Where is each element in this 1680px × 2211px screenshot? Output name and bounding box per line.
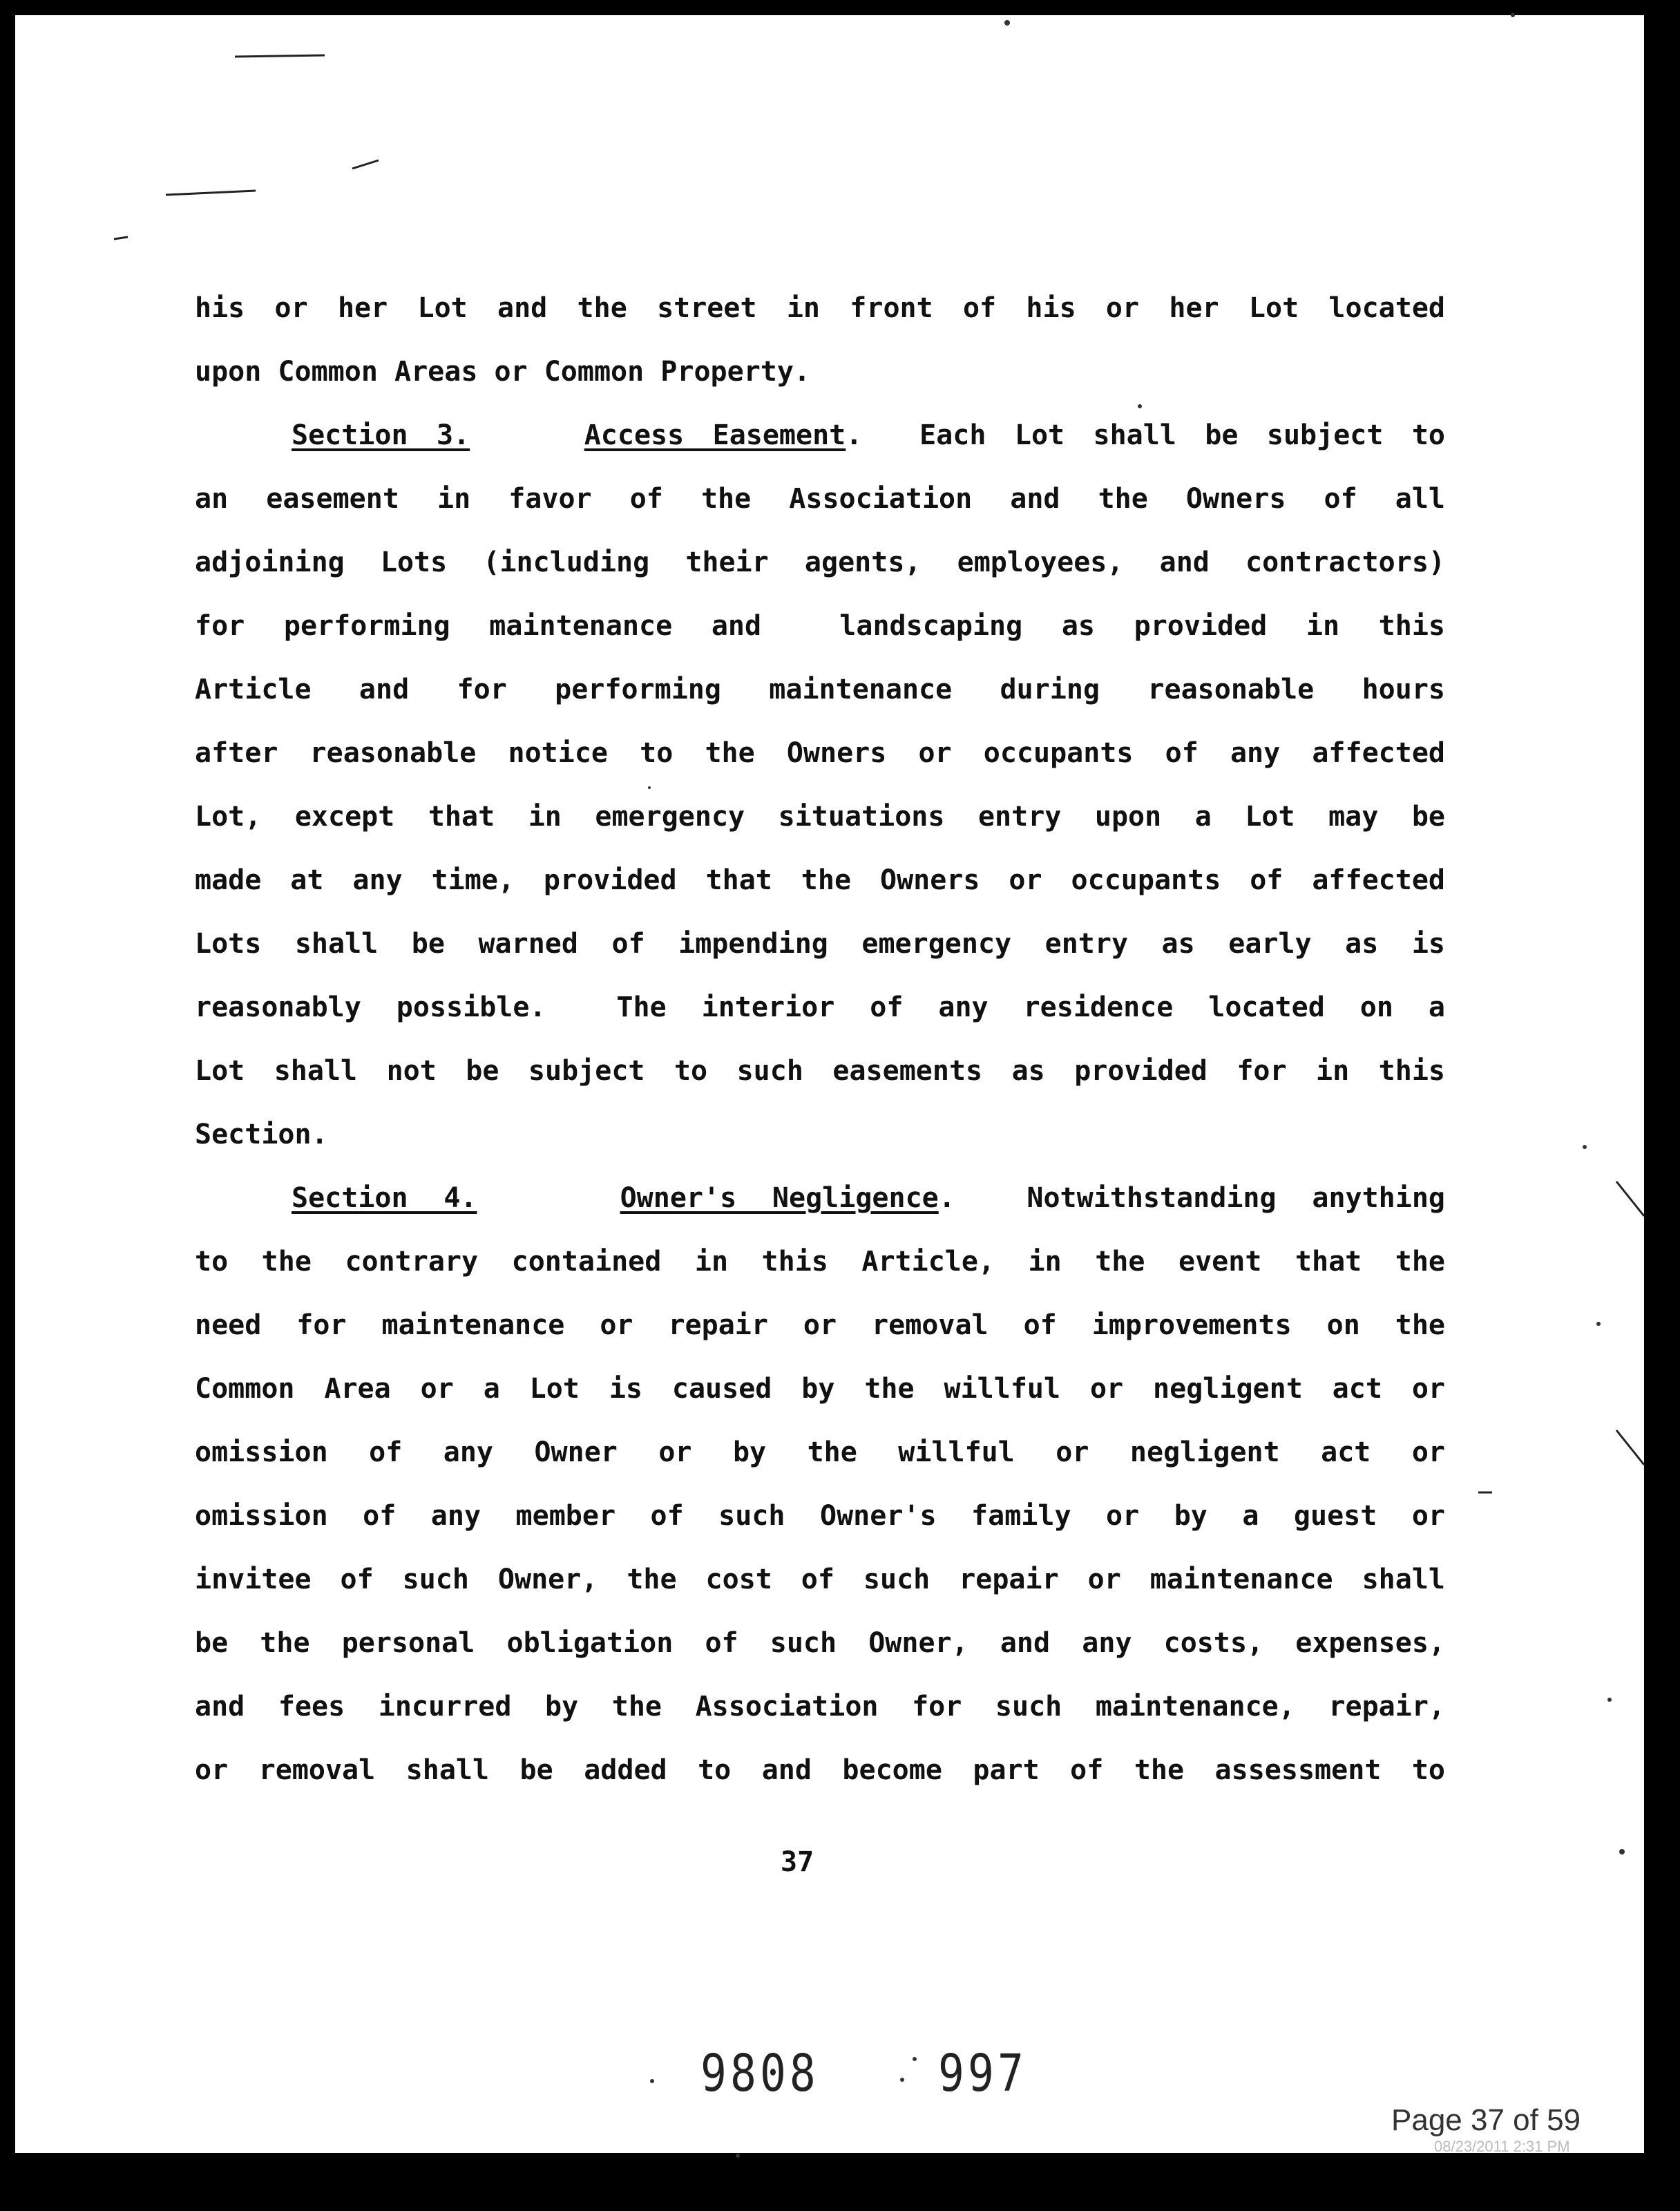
text-line: Lot shall not be subject to such easements as provided for in this — [195, 1055, 1445, 1087]
text-line: or removal shall be added to and become part of the assessment to — [195, 1754, 1445, 1786]
text-line: Article and for performing maintenance during reasonable hours — [195, 674, 1445, 705]
scan-border-bottom — [0, 2153, 1680, 2211]
text-line: his or her Lot and the street in front of his or her Lot located — [195, 292, 1445, 324]
text-line: omission of any Owner or by the willful or negligent act or — [195, 1436, 1445, 1468]
body-text — [195, 276, 1445, 1802]
section-3-heading-line: Section 3. Access Easement. Each Lot shall be subject to — [292, 419, 1445, 451]
text-line: made at any time, provided that the Owners or occupants of affected — [195, 864, 1445, 896]
section-3-title: Access Easement — [584, 419, 846, 451]
scan-border-right — [1644, 0, 1680, 2211]
text-line: to the contrary contained in this Article, in the event that the — [195, 1246, 1445, 1278]
text-line: adjoining Lots (including their agents, employees, and contractors) — [195, 547, 1445, 578]
recording-book-number: 9808 — [700, 2044, 819, 2103]
text-line: and fees incurred by the Association for such maintenance, repair, — [195, 1691, 1445, 1723]
section-4-heading-line: Section 4. Owner's Negligence. Notwithstanding anything — [292, 1182, 1446, 1214]
text-line: reasonably possible. The interior of any residence located on a — [195, 991, 1445, 1023]
text-line: be the personal obligation of such Owner, and any costs, expenses, — [195, 1627, 1445, 1659]
text-line: an easement in favor of the Association and the Owners of all — [195, 483, 1445, 515]
text-line: for performing maintenance and landscaping as provided in this — [195, 610, 1445, 642]
text-line: Section. — [195, 1119, 328, 1150]
text-line: upon Common Areas or Common Property. — [195, 356, 811, 388]
text-line: Lot, except that in emergency situations entry upon a Lot may be — [195, 801, 1445, 833]
text-line: omission of any member of such Owner's family or by a guest or — [195, 1500, 1445, 1532]
section-4-label: Section 4. — [292, 1182, 477, 1214]
page-number: 37 — [781, 1846, 814, 1878]
text-line: after reasonable notice to the Owners or occupants of any affected — [195, 737, 1445, 769]
recording-page-number: 997 — [938, 2044, 1027, 2103]
text-line: invitee of such Owner, the cost of such repair or maintenance shall — [195, 1564, 1445, 1595]
section-4-title: Owner's Negligence — [620, 1182, 939, 1214]
scan-border-left — [0, 0, 15, 2211]
print-timestamp: 08/23/2011 2:31 PM — [1434, 2138, 1570, 2155]
text-line: need for maintenance or repair or removal of improvements on the — [195, 1309, 1445, 1341]
page-indicator: Page 37 of 59 — [1391, 2103, 1581, 2137]
scan-border-top — [0, 0, 1680, 15]
text-line: Common Area or a Lot is caused by the willful or negligent act or — [195, 1373, 1445, 1405]
section-3-label: Section 3. — [292, 419, 470, 451]
text-line: Lots shall be warned of impending emergency entry as early as is — [195, 928, 1445, 960]
